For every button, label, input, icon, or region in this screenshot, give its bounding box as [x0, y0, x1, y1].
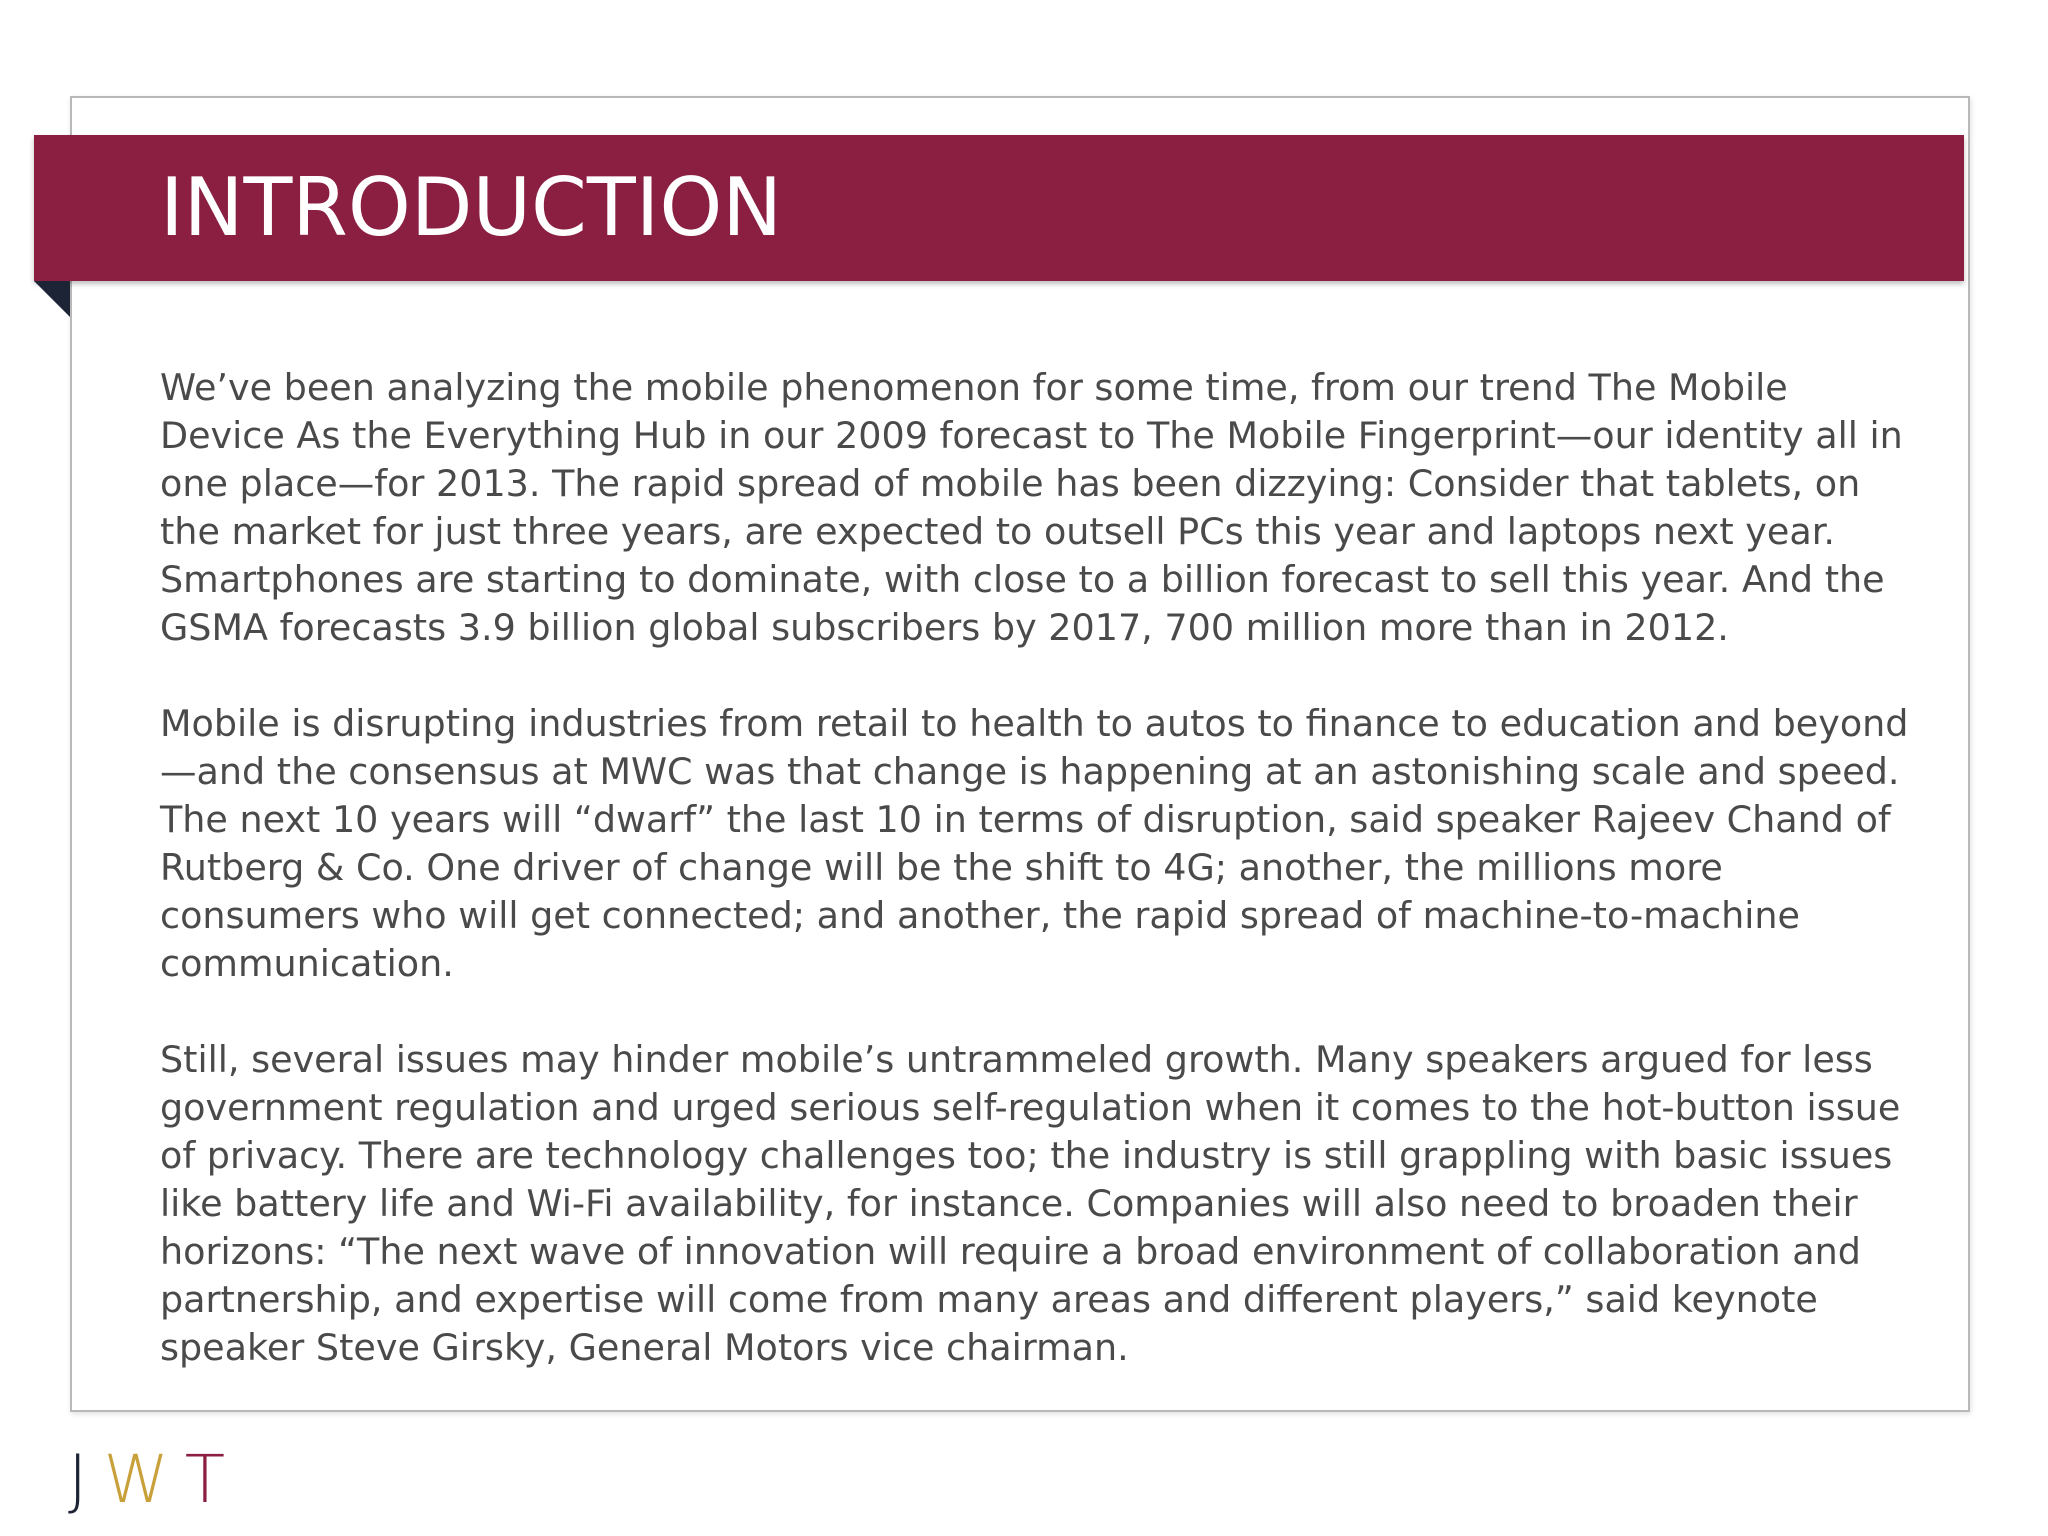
- body-text: [160, 364, 1910, 1372]
- paragraph: Mobile is disrupting industries from retail to health to autos to finance to education and beyond—and the consensus at MWC was that change is happening at an astonishing scale and speed. The next 10 years will “dwarf” the last 10 in terms of disruption, said speaker Rajeev Chand of Rutberg & Co. One driver of change will be the shift to 4G; another, the millions more consumers who will get connected; and another, the rapid spread of machine-to-machine communication.: [160, 702, 1909, 985]
- logo-letter-w: W: [103, 1441, 185, 1518]
- logo-letter-j: J: [68, 1441, 104, 1518]
- logo-letter-t: T: [184, 1441, 242, 1518]
- paragraph: Still, several issues may hinder mobile’s untrammeled growth. Many speakers argued for less government regulation and urged serious self-regulation when it comes to the hot-button issue of privacy. There are technology challenges too; the industry is still grappling with basic issues like battery life and Wi-Fi availability, for instance. Companies will also need to broaden their horizons: “The next wave of innovation will require a broad environment of collaboration and partnership, and expertise will come from many areas and different players,” said keynote speaker Steve Girsky, General Motors vice chairman.: [160, 1038, 1901, 1369]
- jwt-logo: [68, 1440, 241, 1520]
- page-title: INTRODUCTION: [160, 161, 783, 254]
- banner-fold: [34, 281, 70, 317]
- paragraph: We’ve been analyzing the mobile phenomenon for some time, from our trend The Mobile Device As the Everything Hub in our 2009 forecast to The Mobile Fingerprint—our identity all in one place—for 2013. The rapid spread of mobile has been dizzying: Consider that tablets, on the market for just three years, are expected to outsell PCs this year and laptops next year. Smartphones are starting to dominate, with close to a billion forecast to sell this year. And the GSMA forecasts 3.9 billion global subscribers by 2017, 700 million more than in 2012.: [160, 366, 1903, 649]
